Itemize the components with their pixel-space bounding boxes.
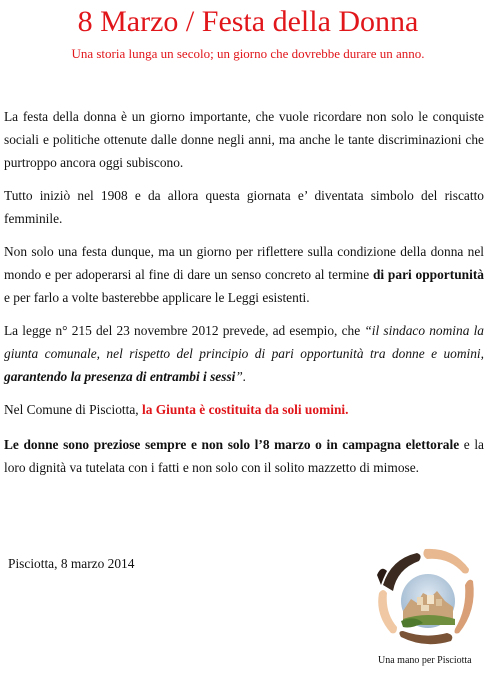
page-subtitle: Una storia lunga un secolo; un giorno che dovrebbe durare un anno. bbox=[71, 46, 425, 61]
hands-globe-logo bbox=[373, 541, 481, 653]
law-quote-end: ”. bbox=[235, 369, 247, 384]
paragraph-closing bbox=[4, 433, 484, 479]
bold-phrase: di pari opportunità bbox=[372, 267, 484, 282]
text-run: e la loro dignità va tutelata con i fatti e non solo con il solito mazzetto di mimose. bbox=[4, 437, 484, 475]
paragraph-reflection bbox=[4, 240, 484, 309]
text-run: e per farlo a volte basterebbe applicare le Leggi esistenti. bbox=[4, 290, 310, 305]
article-body bbox=[4, 105, 484, 489]
bold-phrase: Le donne sono preziose sempre e non solo l’8 marzo o in campagna elettorale bbox=[4, 437, 460, 452]
paragraph-council bbox=[4, 398, 484, 421]
paragraph-intro: La festa della donna è un giorno importante, che vuole ricordare non solo le conquiste sociali e politiche ottenute dalle donne negli anni, ma anche le tante discriminazioni che purtroppo ancora oggi subiscono. bbox=[4, 109, 484, 170]
logo-caption: Una mano per Pisciotta bbox=[378, 655, 472, 666]
signature-date: Pisciotta, 8 marzo 2014 bbox=[8, 556, 135, 571]
paragraph-history: Tutto iniziò nel 1908 e da allora questa giornata e’ diventata simbolo del riscatto femminile. bbox=[4, 188, 484, 226]
paragraph-law bbox=[4, 319, 484, 388]
law-quote: “il sindaco nomina la giunta comunale, nel rispetto del principio di pari opportunità tra donne e uomini, bbox=[4, 323, 484, 361]
text-run: La legge n° 215 del 23 novembre 2012 prevede, ad esempio, che bbox=[4, 323, 365, 338]
text-run: Nel Comune di Pisciotta, bbox=[4, 402, 142, 417]
text-run: Non solo una festa dunque, ma un giorno per riflettere sulla condizione della donna nel mondo e per adoperarsi al fine di dare un senso concreto al termine bbox=[4, 244, 484, 282]
highlight-phrase: la Giunta è costituita da soli uomini. bbox=[142, 402, 349, 417]
page-title: 8 Marzo / Festa della Donna bbox=[77, 5, 419, 38]
law-quote-emphasis: garantendo la presenza di entrambi i sessi bbox=[4, 369, 236, 384]
